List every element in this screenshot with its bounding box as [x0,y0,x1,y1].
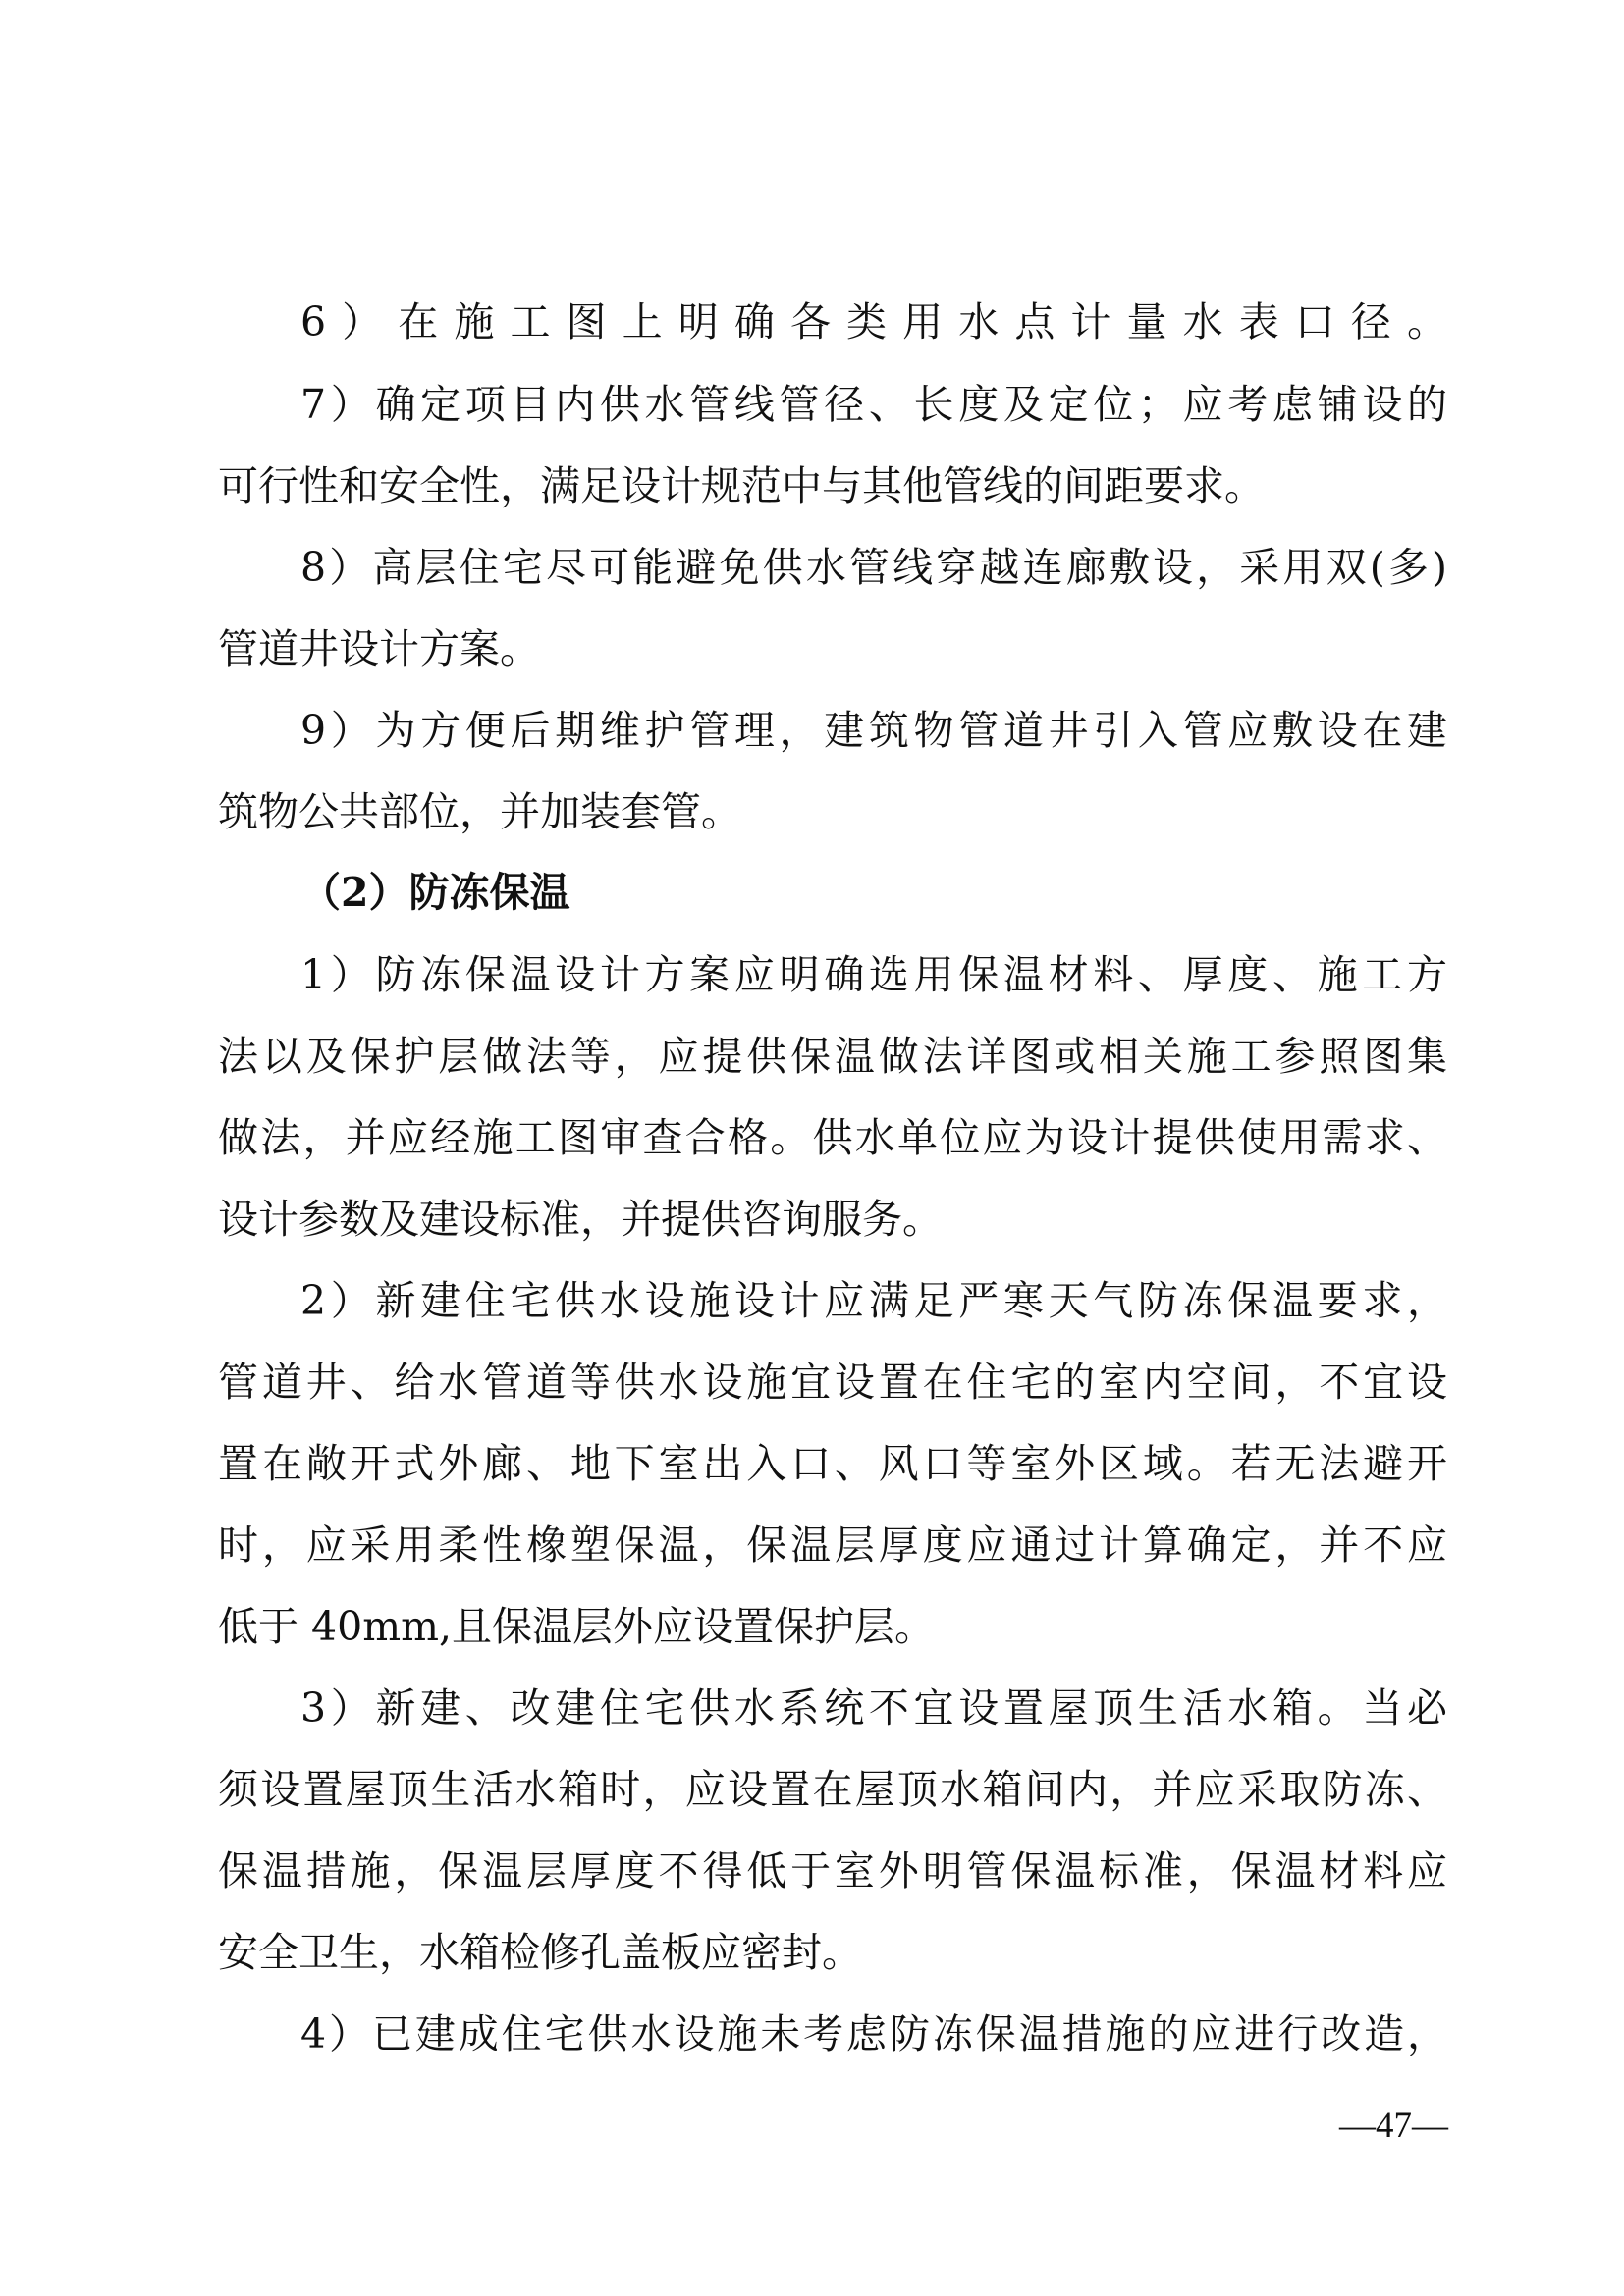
item-7-line-1: 7）确定项目内供水管线管径、长度及定位；应考虑铺设的 [300,381,1447,428]
item-9-line-1: 9）为方便后期维护管理，建筑物管道井引入管应敷设在建 [300,707,1447,754]
item-9-line-2: 筑物公共部位，并加装套管。 [218,788,741,835]
item-6-line-1: 6）在施工图上明确各类用水点计量水表口径。 [300,298,1447,346]
item-8-line-2: 管道井设计方案。 [218,625,540,672]
sub-1-line-4: 设计参数及建设标准，并提供咨询服务。 [218,1196,943,1243]
sub-3-line-2: 须设置屋顶生活水箱时，应设置在屋顶水箱间内，并应采取防冻、 [218,1766,1447,1813]
sub-2-line-4: 时，应采用柔性橡塑保温，保温层厚度应通过计算确定，并不应 [218,1522,1447,1569]
sub-2-line-3: 置在敞开式外廊、地下室出入口、风口等室外区域。若无法避开 [218,1440,1447,1487]
sub-2-line-1: 2）新建住宅供水设施设计应满足严寒天气防冻保温要求， [300,1277,1447,1324]
sub-1-line-2: 法以及保护层做法等，应提供保温做法详图或相关施工参照图集 [218,1033,1447,1080]
page-number: —47— [1339,2106,1448,2146]
sub-3-line-1: 3）新建、改建住宅供水系统不宜设置屋顶生活水箱。当必 [300,1684,1447,1732]
sub-1-line-1: 1）防冻保温设计方案应明确选用保温材料、厚度、施工方 [300,951,1447,998]
section-heading-antifreeze: （2）防冻保温 [300,869,570,916]
sub-3-line-3: 保温措施，保温层厚度不得低于室外明管保温标准，保温材料应 [218,1847,1447,1895]
sub-1-line-3: 做法，并应经施工图审查合格。供水单位应为设计提供使用需求、 [218,1114,1447,1161]
sub-3-line-4: 安全卫生，水箱检修孔盖板应密封。 [218,1929,862,1976]
sub-2-line-5: 低于 40mm,且保温层外应设置保护层。 [218,1603,935,1650]
item-7-line-2: 可行性和安全性，满足设计规范中与其他管线的间距要求。 [218,462,1265,509]
item-8-line-1: 8）高层住宅尽可能避免供水管线穿越连廊敷设，采用双(多) [300,544,1447,591]
sub-2-line-2: 管道井、给水管道等供水设施宜设置在住宅的室内空间，不宜设 [218,1359,1447,1406]
sub-4-line-1: 4）已建成住宅供水设施未考虑防冻保温措施的应进行改造， [300,2010,1447,2057]
